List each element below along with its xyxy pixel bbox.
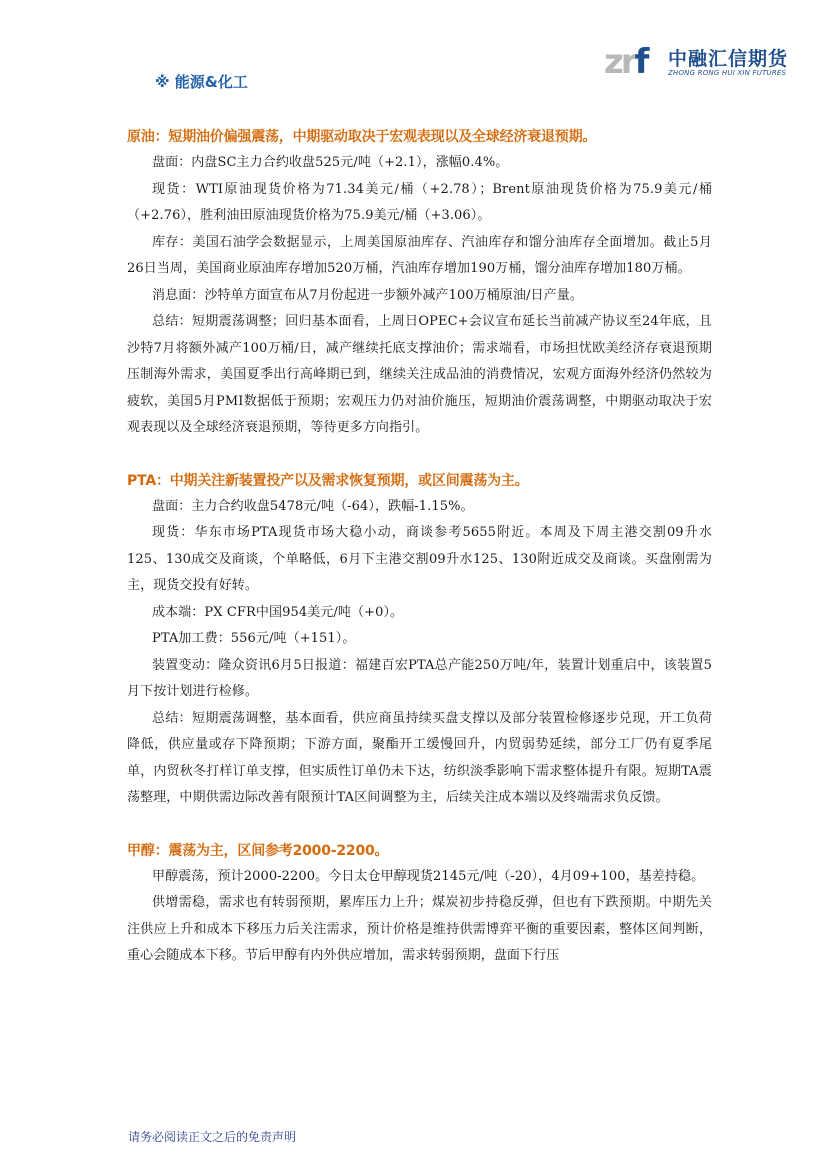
- paragraph: 现货：华东市场PTA现货市场大稳小动，商谈参考5655附近。本周及下周主港交割09升水125、130成交及商谈，个单略低，6月下主港交割09升水125、130附近成交及商谈。买盘刚需为主，现货交投有好转。: [127, 525, 712, 593]
- paragraph: 供增需稳，需求也有转弱预期，累库压力上升；煤炭初步持稳反弹，但也有下跌预期。中期先关注供应上升和成本下移压力后关注需求，预计价格是维持供需博弈平衡的重要因素，整体区间判断，重心会随成本下移。节后甲醇有内外供应增加，需求转弱预期，盘面下行压: [127, 895, 712, 963]
- block-heading: 原油：短期油价偏强震荡，中期驱动取决于宏观表现以及全球经济衰退预期。: [127, 129, 597, 145]
- pta-block: [127, 468, 712, 812]
- company-logo: [604, 42, 800, 86]
- logo-mark: zrf: [604, 42, 647, 82]
- paragraph: 库存：美国石油学会数据显示，上周美国原油库存、汽油库存和馏分油库存全面增加。截止5月26日当周，美国商业原油库存增加520万桶，汽油库存增加190万桶，馏分油库存增加180万桶。: [127, 234, 712, 276]
- paragraph: 消息面：沙特单方面宣布从7月份起进一步额外减产100万桶原油/日产量。: [152, 287, 583, 303]
- paragraph: PTA加工费：556元/吨（+151）。: [152, 631, 356, 646]
- paragraph: 总结：短期震荡调整，基本面看，供应商虽持续买盘支撑以及部分装置检修逐步兑现，开工负荷降低，供应量或存下降预期；下游方面，聚酯开工缓慢回升，内贸弱势延续，部分工厂仍有夏季尾单，内贸秋冬打样订单支撑，但实质性订单仍未下达，纺织淡季影响下需求整体提升有限。短期TA震荡整理，中期供需边际改善有限预计TA区间调整为主，后续关注成本端以及终端需求负反馈。: [127, 710, 712, 805]
- paragraph: 盘面：主力合约收盘5478元/吨（-64），跌幅-1.15%。: [152, 498, 474, 514]
- crude-oil-block: [127, 124, 712, 442]
- block-heading: PTA：中期关注新装置投产以及需求恢复预期，或区间震荡为主。: [127, 472, 529, 489]
- paragraph: 现货：WTI原油现货价格为71.34美元/桶（+2.78）；Brent原油现货价格为75.9美元/桶（+2.76），胜利油田原油现货价格为75.9美元/桶（+3.06）。: [127, 181, 712, 223]
- section-title: ※ 能源&化工: [155, 73, 248, 91]
- methanol-block: [127, 838, 712, 970]
- paragraph: 装置变动：隆众资讯6月5日报道：福建百宏PTA总产能250万吨/年，装置计划重启中，该装置5月下按计划进行检修。: [127, 657, 712, 699]
- block-heading: 甲醇：震荡为主，区间参考2000-2200。: [127, 842, 389, 859]
- logo-english-name: ZHONG RONG HUI XIN FUTURES: [668, 69, 787, 77]
- report-body: [127, 124, 712, 970]
- paragraph: 成本端：PX CFR中国954美元/吨（+0）。: [152, 604, 404, 620]
- paragraph: 甲醇震荡，预计2000-2200。今日太仓甲醇现货2145元/吨（-20），4月09+100，基差持稳。: [152, 868, 705, 884]
- logo-chinese-name: 中融汇信期货: [668, 48, 789, 70]
- paragraph: 总结：短期震荡调整；回归基本面看，上周日OPEC+会议宣布延长当前减产协议至24年底，且沙特7月将额外减产100万桶/日，减产继续托底支撑油价；需求端看，市场担忧欧美经济存衰退预期压制海外需求，美国夏季出行高峰期已到，继续关注成品油的消费情况，宏观方面海外经济仍然较为疲软，美国5月PMI数据低于预期；宏观压力仍对油价施压，短期油价震荡调整，中期驱动取决于宏观表现以及全球经济衰退预期，等待更多方向指引。: [127, 314, 712, 435]
- disclaimer-footer: 请务必阅读正文之后的免责声明: [128, 1130, 297, 1144]
- paragraph: 盘面：内盘SC主力合约收盘525元/吨（+2.1），涨幅0.4%。: [152, 155, 509, 170]
